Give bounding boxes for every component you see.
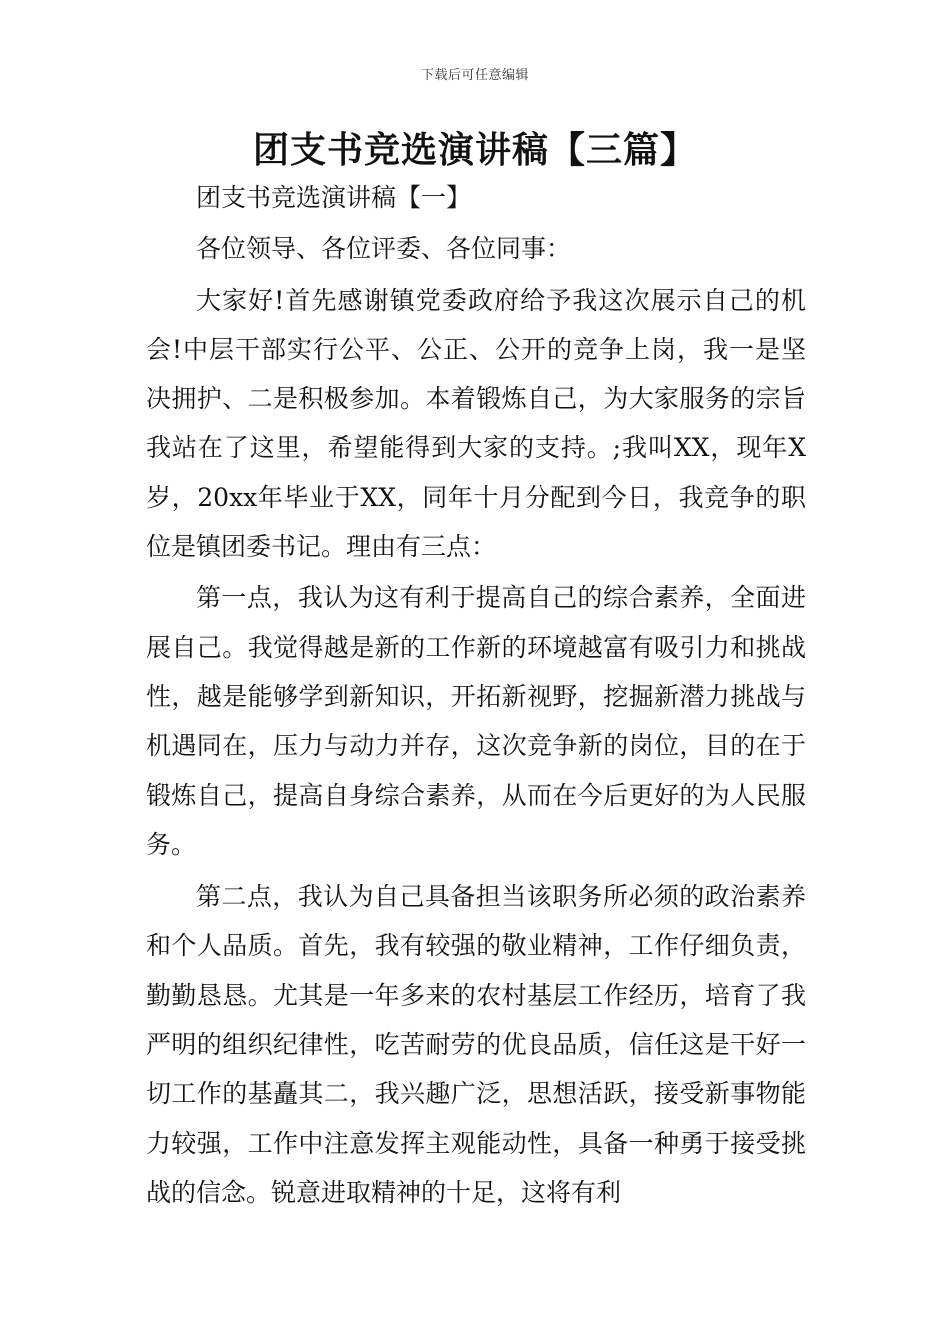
header-note: 下载后可任意编辑 [420,68,529,83]
body-paragraph: 第二点，我认为自己具备担当该职务所必须的政治素养和个人品质。首先，我有较强的敬业精神，工作仔细负责，勤勤恳恳。尤其是一年多来的农村基层工作经历，培育了我严明的组织纪律性，吃苦耐劳的优良品质，信任这是干好一切工作的基矗其二，我兴趣广泛，思想活跃，接受新事物能力较强，工作中注意发挥主观能动性，具备一种勇于接受挑战的信念。锐意进取精神的十足，这将有利 [146,882,806,1207]
body-paragraph: 大家好!首先感谢镇党委政府给予我这次展示自己的机会!中层干部实行公平、公正、公开的竞争上岗，我一是坚决拥护、二是积极参加。本着锻炼自己，为大家服务的宗旨我站在了这里，希望能得到大家的支持。;我叫XX，现年X岁，20xx年毕业于XX，同年十月分配到今日，我竞争的职位是镇团委书记。理由有三点： [146,285,806,562]
document-body [146,173,806,1217]
salutation-paragraph: 各位领导、各位评委、各位同事： [196,234,572,264]
document-title: 团支书竞选演讲稿【三篇】 [252,129,697,171]
section-heading: 团支书竞选演讲稿【一】 [196,183,472,212]
body-paragraph: 第一点，我认为这有利于提高自己的综合素养，全面进展自己。我觉得越是新的工作新的环境越富有吸引力和挑战性，越是能够学到新知识，开拓新视野，挖掘新潜力挑战与机遇同在，压力与动力并存，这次竞争新的岗位，目的在于锻炼自己，提高自身综合素养，从而在今后更好的为人民服务。 [146,583,806,859]
